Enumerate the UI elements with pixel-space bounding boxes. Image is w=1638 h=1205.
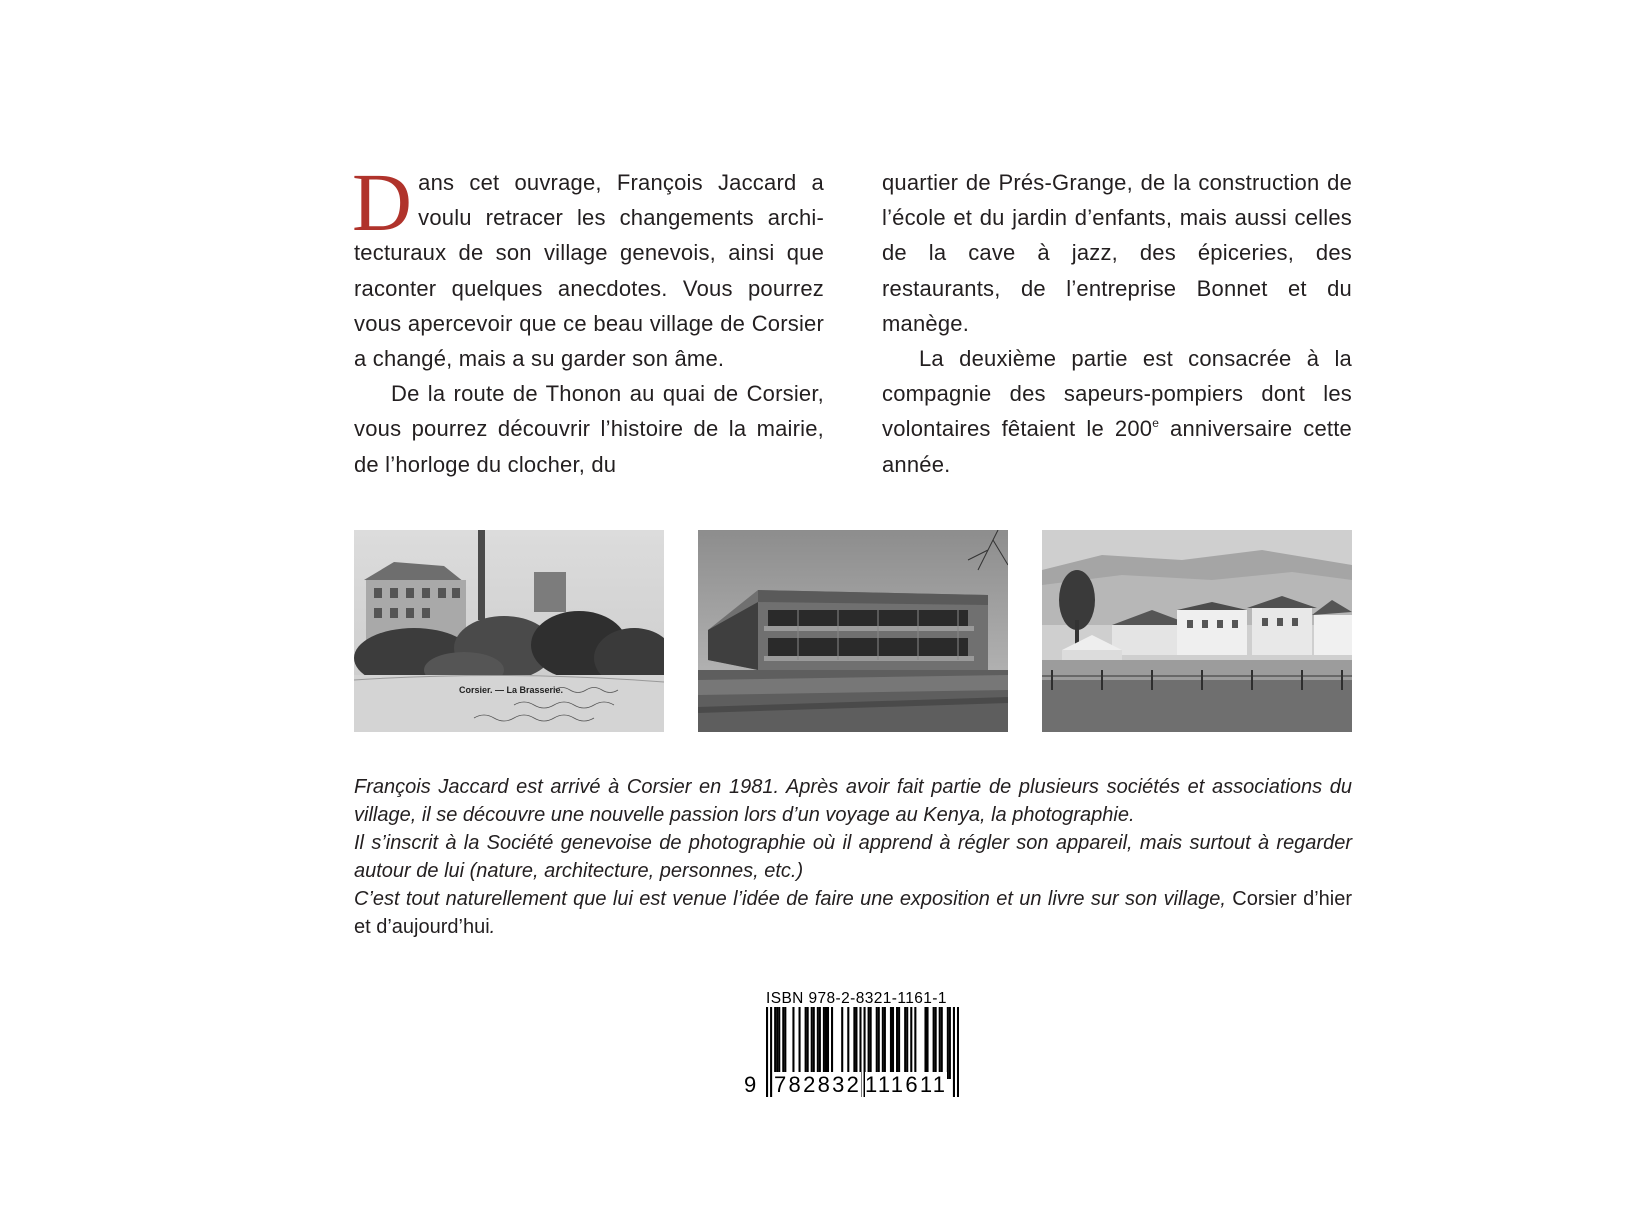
barcode-bar bbox=[935, 1007, 937, 1079]
drop-cap: D bbox=[352, 156, 413, 248]
barcode-bar bbox=[939, 1007, 941, 1079]
barcode-bar bbox=[898, 1007, 900, 1079]
barcode-first-digit: 9 bbox=[744, 1072, 757, 1097]
barcode-bar bbox=[784, 1007, 786, 1079]
pompiers-text-end: anniversaire cette année. bbox=[882, 416, 1352, 477]
barcode-bar bbox=[782, 1007, 784, 1079]
barcode-bar bbox=[868, 1007, 870, 1079]
village-landscape-photo bbox=[1042, 530, 1352, 732]
barcode-bar bbox=[933, 1007, 935, 1079]
postcard-brasserie-photo bbox=[354, 530, 664, 732]
superscript-e: e bbox=[1152, 416, 1160, 431]
barcode-bar bbox=[827, 1007, 829, 1079]
barcode-bar bbox=[876, 1007, 878, 1079]
barcode-bar bbox=[817, 1007, 819, 1079]
intro-text: ans cet ouvrage, François Jaccard a voulu retracer les changements archi-tecturaux de son village genevois, ainsi que raconter quelques anecdotes. Vous pourrez vous apercevoir que ce beau village de Corsier a changé, mais a su garder son âme. bbox=[354, 170, 824, 372]
barcode-bar bbox=[823, 1007, 825, 1079]
barcode-digits-right: 111611 bbox=[865, 1072, 948, 1097]
barcode-bar bbox=[819, 1007, 821, 1079]
isbn-label: ISBN 978-2-8321-1161-1 bbox=[766, 990, 947, 1007]
barcode-bar bbox=[884, 1007, 886, 1079]
barcode-bar bbox=[792, 1007, 794, 1079]
barcode-bar bbox=[805, 1007, 807, 1079]
barcode-bar bbox=[825, 1007, 827, 1079]
barcode-bar bbox=[890, 1007, 892, 1079]
barcode-bar bbox=[947, 1007, 949, 1079]
bio-line-2: Il s’inscrit à la Société genevoise de photographie où il apprend à régler son appareil, mais surtout à regarder autour de lui (nature, architecture, personnes, etc.) bbox=[354, 832, 1352, 882]
barcode-bar bbox=[878, 1007, 880, 1079]
pompiers-text-start: La deuxième partie est consacrée à la compagnie des sapeurs-pompiers dont les volontaires fêtaient le 200 bbox=[882, 346, 1352, 442]
barcode-bar bbox=[853, 1007, 855, 1079]
photo-strip bbox=[354, 530, 1352, 732]
right-column bbox=[882, 165, 1352, 482]
barcode-bar bbox=[778, 1007, 780, 1079]
barcode-bar bbox=[766, 1007, 768, 1097]
barcode-bar bbox=[953, 1007, 955, 1097]
barcode-bar bbox=[799, 1007, 801, 1079]
book-title: Corsier d’hier et d’aujourd’hui bbox=[354, 888, 1352, 938]
barcode-bar bbox=[813, 1007, 815, 1079]
bio-line-1: François Jaccard est arrivé à Corsier en 1981. Après avoir fait partie de plusieurs sociétés et associations du village, il se découvre une nouvelle passion lors d’un voyage au Kenya, la photographie. bbox=[354, 776, 1352, 826]
postcard-caption: Corsier. — La Brasserie. bbox=[459, 685, 564, 695]
bio-line-3 bbox=[354, 885, 1352, 941]
barcode-bar bbox=[841, 1007, 843, 1079]
barcode-bar bbox=[776, 1007, 778, 1079]
barcode-bar bbox=[847, 1007, 849, 1079]
barcode-bar bbox=[949, 1007, 951, 1079]
barcode-bar bbox=[906, 1007, 908, 1079]
barcode-bar bbox=[892, 1007, 894, 1079]
barcode-bar bbox=[914, 1007, 916, 1079]
barcode-bar bbox=[831, 1007, 833, 1079]
isbn-barcode bbox=[744, 990, 959, 1105]
left-column bbox=[352, 156, 824, 482]
barcode-bar bbox=[910, 1007, 912, 1079]
intro-paragraph bbox=[352, 156, 824, 376]
barcode-bar bbox=[770, 1007, 772, 1097]
barcode-bar bbox=[870, 1007, 872, 1079]
author-bio bbox=[354, 773, 1352, 941]
barcode-bar bbox=[807, 1007, 809, 1079]
barcode-bar bbox=[855, 1007, 857, 1079]
bio-line-3-end: . bbox=[489, 916, 496, 938]
text-columns bbox=[352, 156, 1352, 485]
barcode-bar bbox=[882, 1007, 884, 1079]
barcode-bar bbox=[957, 1007, 959, 1097]
barcode-bar bbox=[926, 1007, 928, 1079]
bio-line-3-start: C’est tout naturellement que lui est venue l’idée de faire une exposition et un livre sur son village, bbox=[354, 888, 1233, 910]
barcode-bar bbox=[811, 1007, 813, 1079]
pompiers-paragraph bbox=[882, 341, 1352, 482]
barcode-digits-left: 782832 bbox=[774, 1072, 862, 1097]
modern-building-photo bbox=[698, 530, 1008, 732]
continuation-paragraph: quartier de Prés-Grange, de la construction de l’école et du jardin d’enfants, mais aussi celles de la cave à jazz, des épiceries, des restaurants, de l’entreprise Bonnet et du manège. bbox=[882, 170, 1352, 336]
barcode-bar bbox=[774, 1007, 776, 1079]
barcode-bar bbox=[941, 1007, 943, 1079]
route-paragraph: De la route de Thonon au quai de Corsier, vous pourrez découvrir l’histoire de la mairie, de l’horloge du clocher, du bbox=[354, 381, 824, 477]
barcode-bar bbox=[896, 1007, 898, 1079]
barcode-bar bbox=[924, 1007, 926, 1079]
barcode-bar bbox=[904, 1007, 906, 1079]
